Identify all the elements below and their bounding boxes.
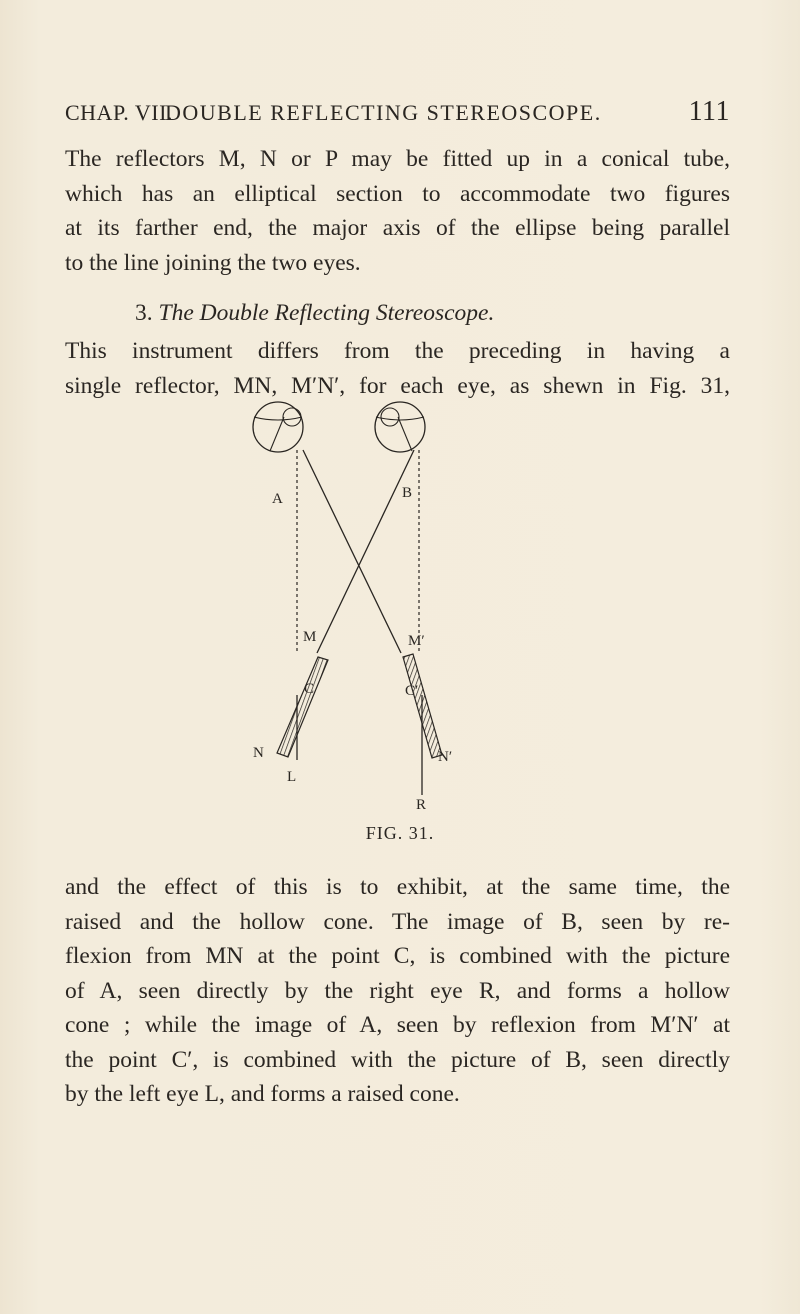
text-line: at its farther end, the major axis of the ellipse being parallel [65, 215, 730, 241]
figure-31-diagram [240, 395, 580, 815]
paragraph-instrument [65, 334, 730, 403]
label-l: L [287, 769, 297, 785]
text-line: the point C′, is combined with the picture of B, seen directly [65, 1046, 730, 1073]
section-title: The Double Reflecting Stereoscope. [158, 300, 495, 326]
right-eye-icon [375, 402, 425, 452]
label-a: A [272, 491, 283, 507]
text-line: which has an elliptical section to accommodate two figures [65, 180, 730, 207]
label-c-prime: C′ [405, 683, 419, 699]
section-number: 3. [135, 300, 153, 326]
figure-caption: FIG. 31. [365, 823, 435, 843]
label-b: B [402, 485, 413, 501]
label-r: R [416, 797, 427, 813]
page-number: 111 [688, 96, 730, 127]
label-n-prime: N′ [438, 749, 453, 765]
paragraph-effect [65, 870, 730, 1112]
eye-axis-lines [297, 695, 422, 795]
label-m: M [303, 629, 317, 645]
text-line: and the effect of this is to exhibit, at the same time, the [65, 874, 730, 900]
left-eye-icon [253, 402, 303, 452]
paragraph-reflectors [65, 142, 730, 280]
text-line: cone ; while the image of A, seen by reflexion from M′N′ at [65, 1012, 730, 1038]
text-line: The reflectors M, N or P may be fitted up in a conical tube, [65, 146, 730, 172]
section-heading [135, 300, 655, 327]
mirror-mn [277, 657, 328, 757]
label-c: C [304, 681, 315, 697]
running-title: DOUBLE REFLECTING STEREOSCOPE. [165, 100, 602, 125]
text-line: of A, seen directly by the right eye R, and forms a hollow [65, 977, 730, 1004]
text-line: flexion from MN at the point C, is combined with the picture [65, 943, 730, 969]
text-line: by the left eye L, and forms a raised cone. [65, 1081, 460, 1107]
ray-lines [303, 450, 414, 653]
text-line: single reflector, MN, M′N′, for each eye, as shewn in Fig. 31, [65, 372, 730, 399]
text-line: to the line joining the two eyes. [65, 249, 361, 276]
dotted-sight-lines [297, 450, 419, 653]
text-line: This instrument differs from the preceding in having a [65, 338, 730, 364]
text-line: raised and the hollow cone. The image of B, seen by re- [65, 908, 730, 935]
label-n: N [253, 745, 264, 761]
chapter-label: CHAP. VII. [65, 100, 173, 125]
label-m-prime: M′ [408, 633, 425, 649]
